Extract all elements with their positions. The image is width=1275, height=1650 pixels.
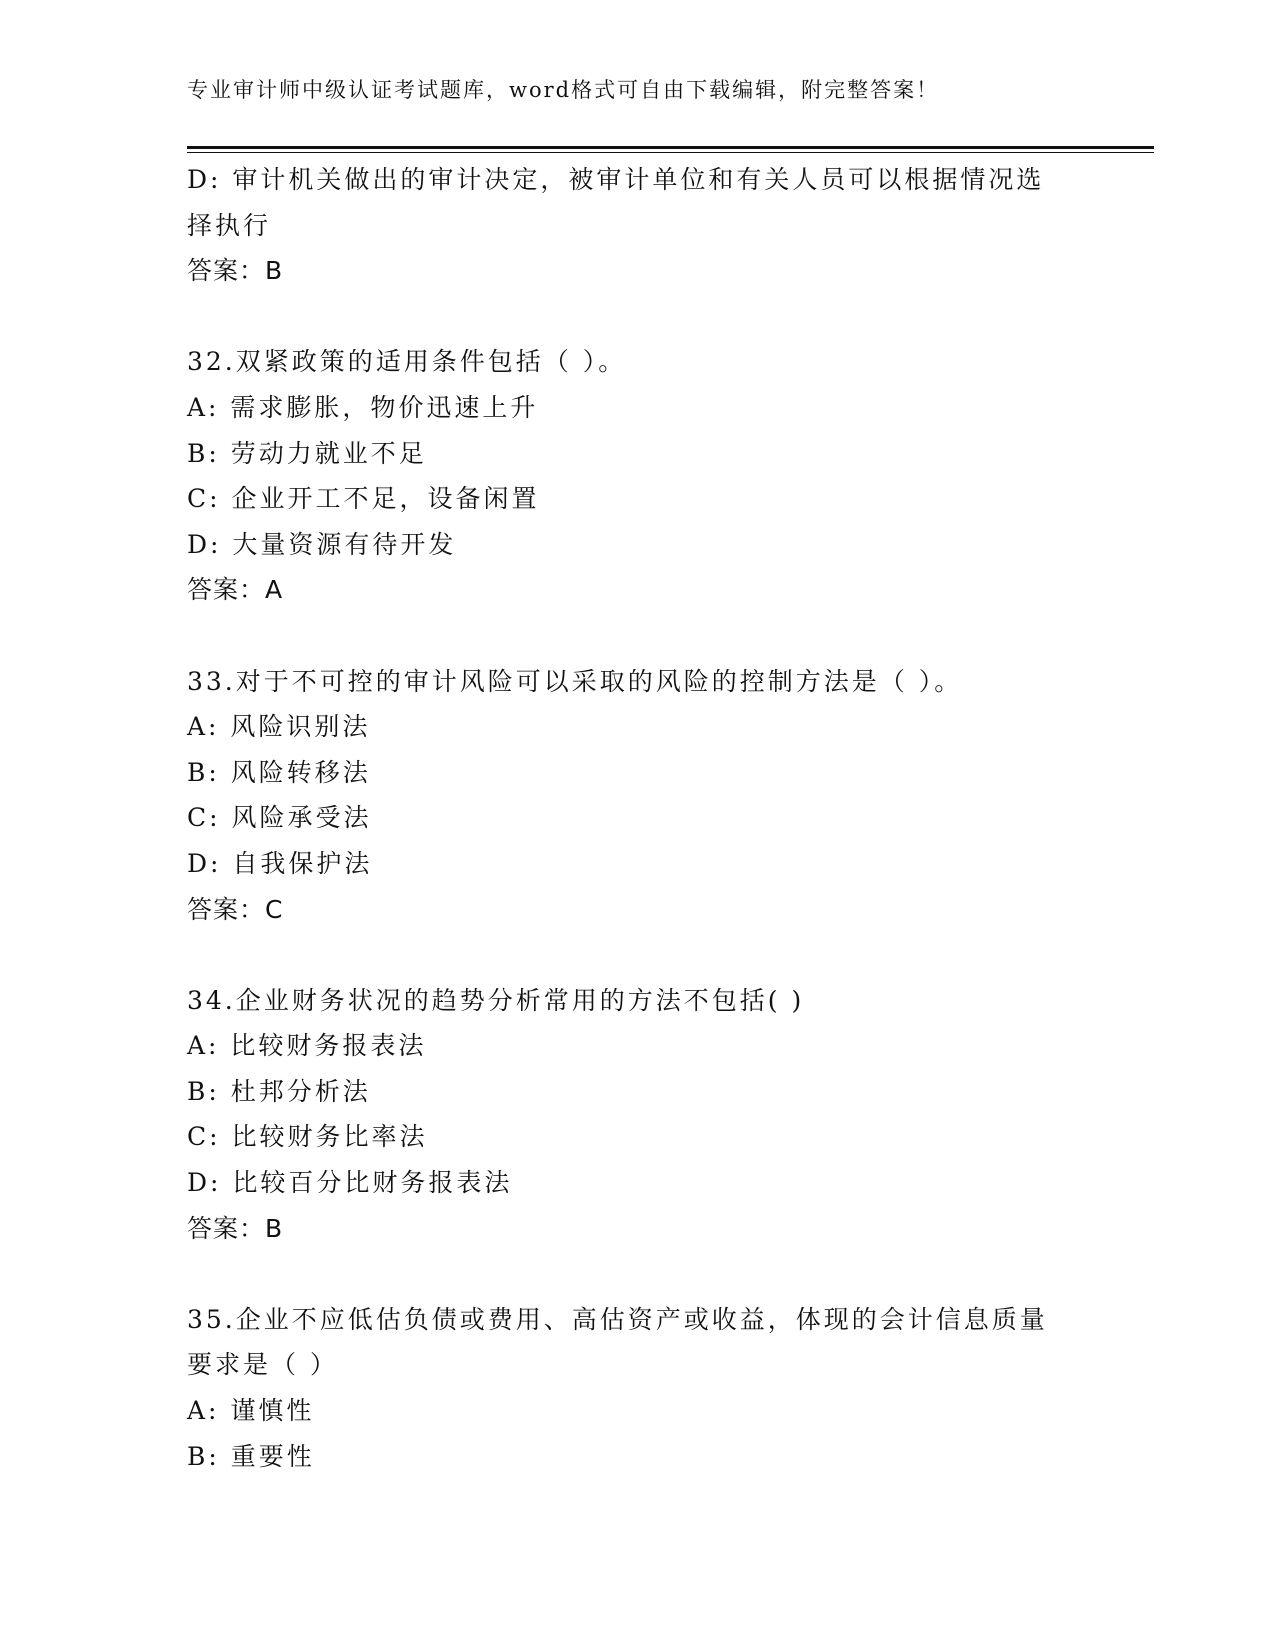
question-35-option-a: A: 谨慎性 [187, 1396, 315, 1426]
question-34-option-b: B: 杜邦分析法 [187, 1076, 371, 1106]
question-32-stem: 32.双紧政策的适用条件包括（ ）。 [187, 347, 627, 377]
spacer [187, 613, 1087, 659]
answer-33: 答案：C [187, 894, 284, 924]
question-33-option-d: D: 自我保护法 [187, 848, 373, 878]
question-34-stem: 34.企业财务状况的趋势分析常用的方法不包括( ) [187, 985, 805, 1015]
question-32-option-d: D: 大量资源有待开发 [187, 529, 457, 559]
question-33-option-b: B: 风险转移法 [187, 757, 371, 787]
question-32-option-b: B: 劳动力就业不足 [187, 438, 427, 468]
option-d-continued: 择执行 [187, 210, 272, 240]
answer-34: 答案：B [187, 1213, 284, 1243]
option-d: D: 审计机关做出的审计决定，被审计单位和有关人员可以根据情况选 [187, 165, 1045, 194]
question-35-stem: 35.企业不应低估负债或费用、高估资产或收益，体现的会计信息质量 [187, 1304, 1048, 1334]
question-33-option-a: A: 风险识别法 [187, 712, 371, 742]
question-content [187, 157, 1087, 1479]
page-header: 专业审计师中级认证考试题库，word格式可自由下载编辑，附完整答案！ [187, 78, 940, 102]
question-34-option-a: A: 比较财务报表法 [187, 1031, 427, 1061]
question-35-stem-continued: 要求是（ ） [187, 1350, 338, 1380]
spacer [187, 1251, 1087, 1297]
header-rule-thick [187, 146, 1154, 149]
question-34-option-c: C: 比较财务比率法 [187, 1122, 428, 1152]
question-32-option-a: A: 需求膨胀，物价迅速上升 [187, 392, 539, 422]
question-33-stem: 33.对于不可控的审计风险可以采取的风险的控制方法是（ ）。 [187, 666, 963, 696]
question-34-option-d: D: 比较百分比财务报表法 [187, 1168, 513, 1198]
answer-32: 答案：A [187, 575, 284, 605]
question-32-option-c: C: 企业开工不足，设备闲置 [187, 484, 540, 514]
header-rule-thin [187, 152, 1154, 153]
spacer [187, 932, 1087, 978]
question-35-option-b: B: 重要性 [187, 1441, 315, 1471]
answer-31: 答案：B [187, 256, 284, 286]
question-33-option-c: C: 风险承受法 [187, 803, 372, 833]
spacer [187, 294, 1087, 340]
